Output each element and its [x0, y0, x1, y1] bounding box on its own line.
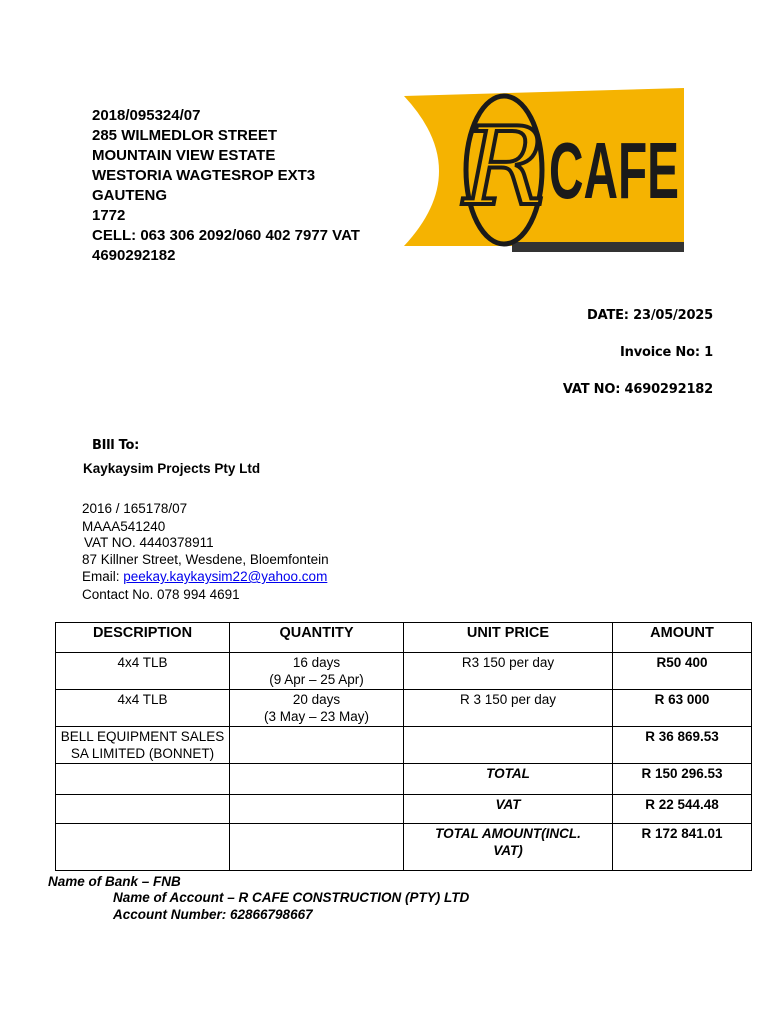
logo-cafe-text: CAFE — [549, 126, 679, 215]
header-unit-price: UNIT PRICE — [404, 623, 613, 653]
sender-suburb: WESTORIA WAGTESROP EXT3 — [92, 167, 316, 184]
total-label: TOTAL — [404, 764, 613, 795]
row-quantity — [230, 727, 404, 764]
total-row — [56, 764, 752, 795]
sender-estate: MOUNTAIN VIEW ESTATE — [92, 147, 276, 164]
logo-initial: R — [463, 105, 545, 230]
vat-value: R 22 544.48 — [613, 795, 752, 824]
bill-to-label: BIll To: — [92, 438, 140, 453]
sender-reg-number: 2018/095324/07 — [92, 107, 201, 124]
row-quantity — [230, 653, 404, 690]
description-line: SA LIMITED (BONNET) — [70, 746, 215, 761]
vat-row — [56, 795, 752, 824]
table-row — [56, 690, 752, 727]
row-description — [56, 727, 230, 764]
email-label: Email: — [82, 569, 124, 584]
vat-number: VAT NO: 4690292182 — [562, 382, 713, 397]
client-vat: VAT NO. 4440378911 — [84, 535, 214, 550]
client-company: Kaykaysim Projects Pty Ltd — [83, 461, 261, 476]
row-quantity — [230, 690, 404, 727]
sender-address-block — [92, 106, 360, 266]
client-address: 87 Killner Street, Wesdene, Bloemfontein — [82, 552, 329, 567]
total-incl-label: TOTAL AMOUNT(INCL. VAT) — [404, 824, 613, 871]
qty-period: (9 Apr – 25 Apr) — [269, 672, 364, 687]
client-email-line — [82, 569, 327, 584]
row-description: 4x4 TLB — [56, 653, 230, 690]
row-unit-price: R3 150 per day — [404, 653, 613, 690]
header-description: DESCRIPTION — [56, 623, 230, 653]
row-unit-price: R 3 150 per day — [404, 690, 613, 727]
account-name: Name of Account – R CAFE CONSTRUCTION (PTY) LTD — [113, 890, 470, 905]
sender-vat: 4690292182 — [92, 247, 176, 264]
sender-street: 285 WILMEDLOR STREET — [92, 127, 278, 144]
total-value: R 150 296.53 — [613, 764, 752, 795]
table-row — [56, 727, 752, 764]
sender-postal-code: 1772 — [92, 207, 126, 224]
header-quantity: QUANTITY — [230, 623, 404, 653]
invoice-table — [55, 622, 752, 871]
sender-cell: CELL: 063 306 2092/060 402 7977 VAT — [92, 227, 360, 244]
bank-name: Name of Bank – FNB — [48, 874, 181, 889]
invoice-number: Invoice No: 1 — [620, 345, 713, 360]
account-number: Account Number: 62866798667 — [113, 907, 313, 922]
vat-label: VAT — [404, 795, 613, 824]
row-amount: R50 400 — [613, 653, 752, 690]
total-incl-value: R 172 841.01 — [613, 824, 752, 871]
description-line: BELL EQUIPMENT SALES — [60, 729, 225, 744]
row-unit-price — [404, 727, 613, 764]
row-description: 4x4 TLB — [56, 690, 230, 727]
invoice-date: DATE: 23/05/2025 — [587, 308, 713, 323]
row-amount: R 36 869.53 — [613, 727, 752, 764]
client-code: MAAA541240 — [82, 519, 166, 534]
client-reg-number: 2016 / 165178/07 — [82, 501, 188, 516]
table-row — [56, 653, 752, 690]
qty-days: 20 days — [292, 692, 341, 707]
client-contact: Contact No. 078 994 4691 — [82, 587, 240, 602]
sender-province: GAUTENG — [92, 187, 167, 204]
rcafe-logo — [404, 86, 686, 256]
qty-period: (3 May – 23 May) — [263, 709, 370, 724]
row-amount: R 63 000 — [613, 690, 752, 727]
table-header-row — [56, 623, 752, 653]
client-email-link[interactable]: peekay.kaykaysim22@yahoo.com — [123, 569, 328, 584]
qty-days: 16 days — [292, 655, 341, 670]
total-incl-row — [56, 824, 752, 871]
header-amount: AMOUNT — [613, 623, 752, 653]
